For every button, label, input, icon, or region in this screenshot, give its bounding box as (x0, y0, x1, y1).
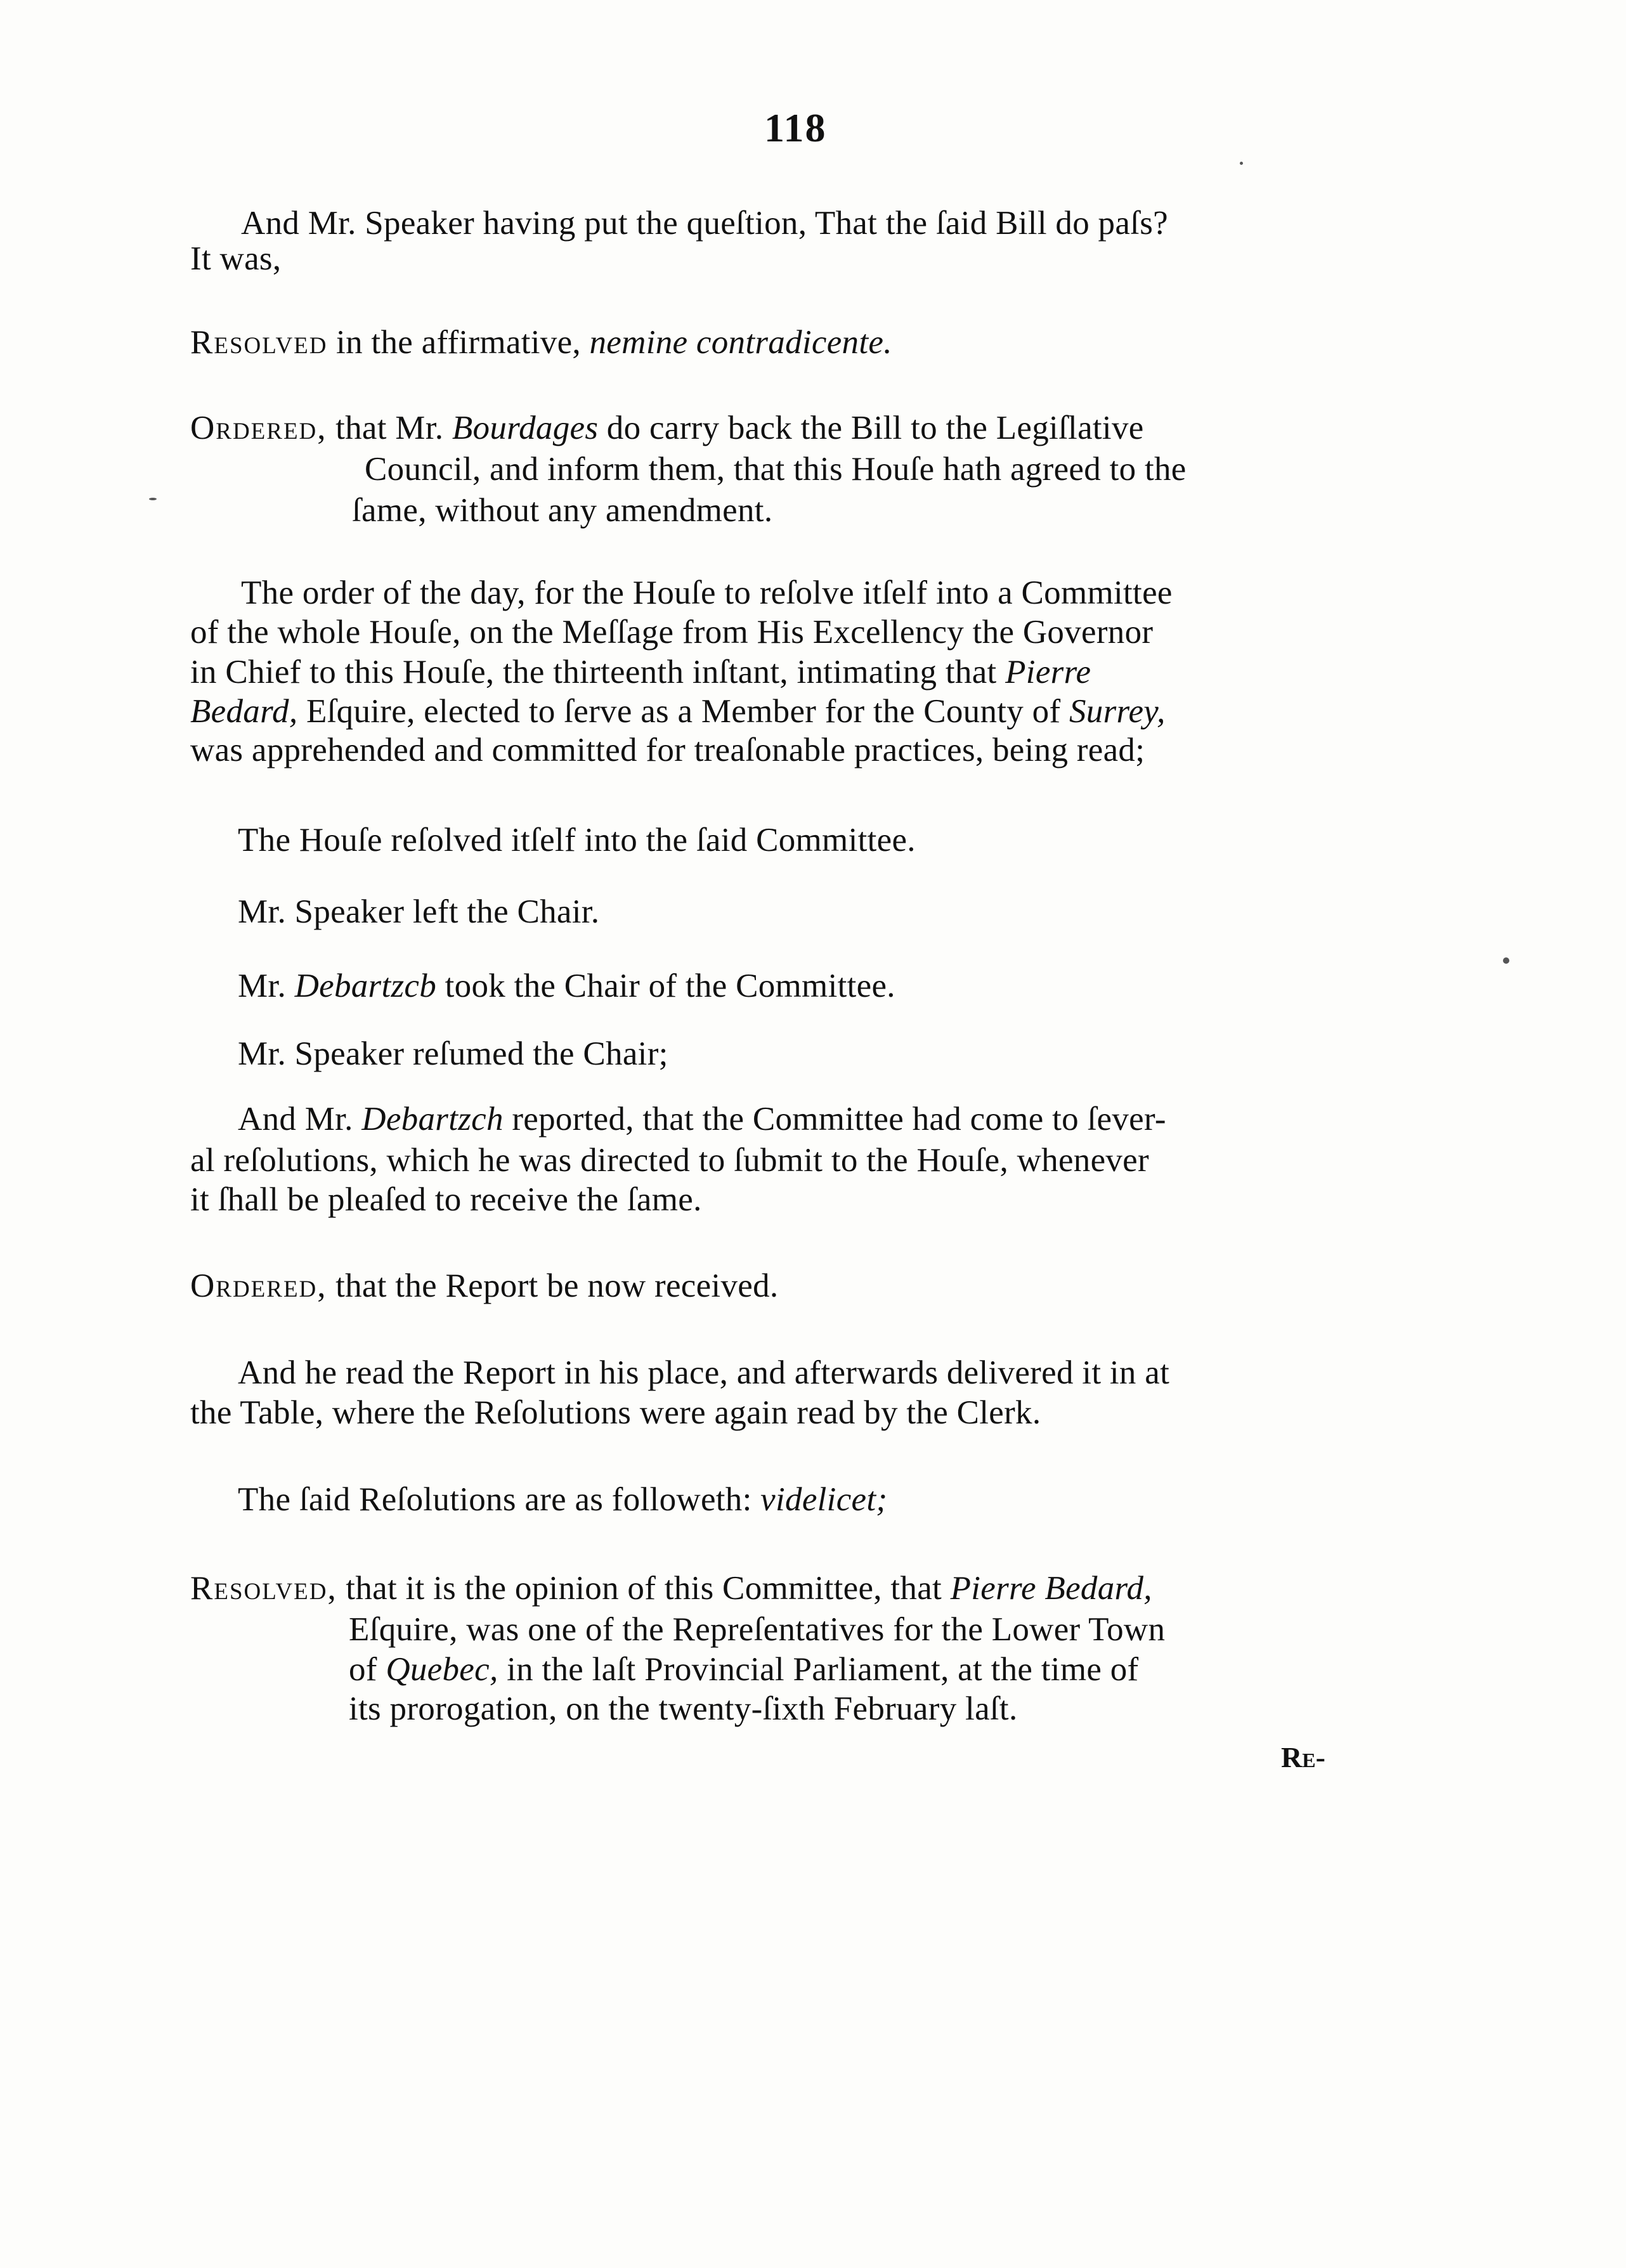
ordered-heading: Ordered, (190, 1267, 327, 1304)
text-line: was apprehended and committed for treaſonable practices, being read; (190, 732, 1145, 768)
member-name: Bourdages (452, 410, 599, 446)
resolved-heading: Resolved, (190, 1570, 337, 1607)
text-line: its prorogation, on the twenty-ſixth February laſt. (349, 1690, 1018, 1727)
text-line (238, 967, 895, 1005)
scan-speck (1503, 957, 1509, 964)
text-fragment: in Chief to this Houſe, the thirteenth inſtant, intimating that (190, 654, 1006, 690)
text-line: It was, (190, 240, 282, 277)
text-line (238, 1481, 887, 1519)
text-line: And Mr. Speaker having put the queſtion, That the ſaid Bill do paſs? (241, 205, 1168, 242)
text-line (349, 1650, 1138, 1688)
member-name: Debartzch (361, 1101, 504, 1137)
text-fragment: Mr. (238, 968, 295, 1004)
text-fragment: in the affirmative, (327, 324, 590, 361)
text-line (190, 323, 892, 361)
text-line: And he read the Report in his place, and afterwards delivered it in at (238, 1354, 1170, 1391)
text-fragment: took the Chair of the Committee. (436, 968, 895, 1004)
text-line (190, 653, 1091, 691)
italic-phrase: nemine contradicente. (589, 324, 892, 361)
text-fragment: that it is the opinion of this Committee, that (337, 1570, 951, 1607)
catchword: Re- (1281, 1741, 1325, 1773)
text-fragment: reported, that the Committee had come to ſever- (503, 1101, 1166, 1137)
text-line: the Table, where the Reſolutions were again read by the Clerk. (190, 1394, 1041, 1431)
text-line: Mr. Speaker reſumed the Chair; (238, 1035, 668, 1072)
text-fragment: that Mr. (327, 410, 452, 446)
place-name: Quebec, (386, 1651, 498, 1688)
text-line: al reſolutions, which he was directed to ſubmit to the Houſe, whenever (190, 1142, 1149, 1179)
text-fragment: The ſaid Reſolutions are as followeth: (238, 1481, 761, 1518)
text-fragment: in the laſt Provincial Parliament, at the time of (498, 1651, 1139, 1688)
text-line: ſame, without any amendment. (352, 492, 773, 529)
ordered-heading: Ordered, (190, 410, 327, 446)
text-line (190, 1267, 778, 1305)
page-number: 118 (764, 105, 827, 150)
text-line: of the whole Houſe, on the Meſſage from His Excellency the Governor (190, 614, 1154, 651)
member-name: Pierre Bedard, (950, 1570, 1152, 1607)
text-line: The Houſe reſolved itſelf into the ſaid Committee. (238, 822, 916, 859)
text-fragment: And Mr. (238, 1101, 362, 1137)
member-name: Debartzcb (294, 968, 437, 1004)
text-line (190, 692, 1166, 730)
text-line (238, 1100, 1166, 1138)
text-line: it ſhall be pleaſed to receive the ſame. (190, 1181, 702, 1218)
text-fragment: Eſquire, elected to ſerve as a Member for the County of (297, 693, 1069, 730)
text-line: Council, and inform them, that this Houſe hath agreed to the (365, 451, 1187, 488)
text-line (190, 1569, 1152, 1607)
text-fragment: do carry back the Bill to the Legiſlative (598, 410, 1144, 446)
text-line: The order of the day, for the Houſe to reſolve itſelf into a Committee (241, 574, 1173, 611)
italic-phrase: videlicet; (760, 1481, 888, 1518)
text-line: Mr. Speaker left the Chair. (238, 893, 600, 930)
text-line (190, 409, 1144, 447)
text-line: Eſquire, was one of the Repreſentatives for the Lower Town (349, 1611, 1166, 1648)
resolved-heading: Resolved (190, 324, 328, 361)
member-name: Pierre (1005, 654, 1091, 690)
text-fragment: of (349, 1651, 386, 1688)
scan-speck (1240, 162, 1243, 165)
text-fragment: that the Report be now received. (327, 1267, 779, 1304)
scan-speck (149, 498, 157, 500)
county-name: Surrey, (1069, 693, 1166, 730)
member-name: Bedard, (190, 693, 298, 730)
